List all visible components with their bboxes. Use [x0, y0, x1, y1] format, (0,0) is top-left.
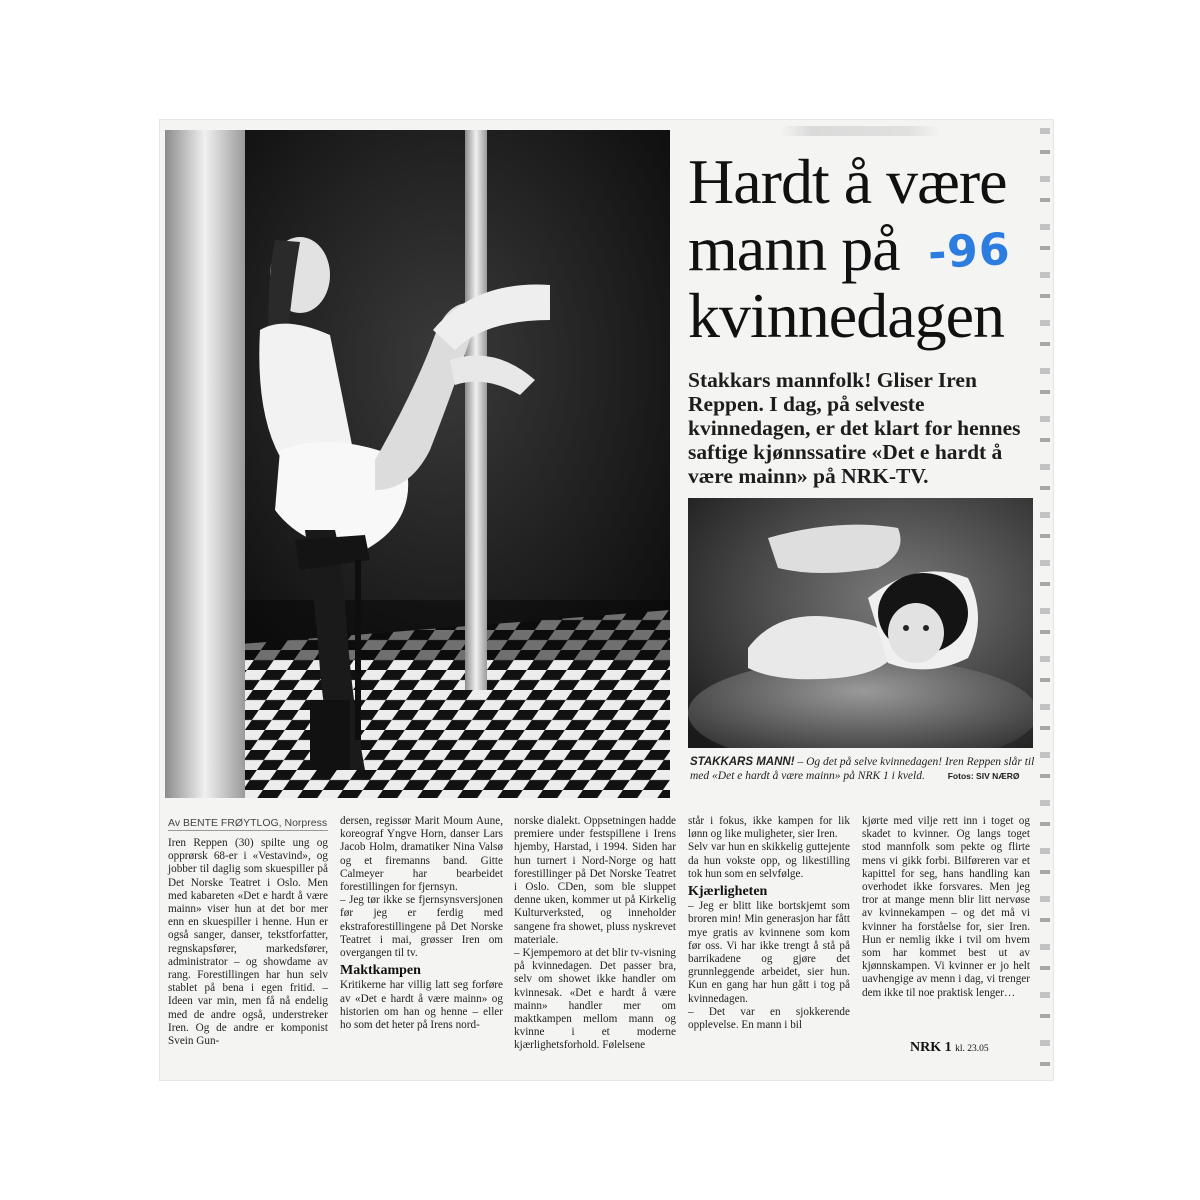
body-column-1 [168, 837, 328, 1048]
column-4-paragraph-1: står i fokus, ikke kampen for lik lønn og like muligheter, sier Iren. [688, 815, 850, 841]
column-4-paragraph-3: – Jeg er blitt like bortskjemt som broren min! Min generasjon har fått mye gratis av kvinnene som kom før oss. Vi har ikke trengt å stå på barrikadene og gjøre det grunnleggende arbeidet, sier hun. Kun en gang har hun gått i tog på kvinnedagen. [688, 900, 850, 1005]
lead-paragraph: Stakkars mannfolk! Gliser Iren Reppen. I dag, på selveste kvinnedagen, er det klart for hennes saftige kjønnssatire «Det e hardt å være mainn» på NRK-TV. [688, 368, 1021, 488]
byline: Av BENTE FRØYTLOG, Norpress [168, 817, 328, 829]
scan-top-mark [780, 126, 940, 136]
column-4-paragraph-2: Selv var hun en skikkelig guttejente da hun vokste opp, og likestilling tok hun som en selvfølge. [688, 841, 850, 880]
body-column-2 [340, 815, 503, 1032]
handwritten-year-note: -96 [926, 223, 1012, 280]
body-column-5 [862, 815, 1030, 1000]
column-5-text: kjørte med vilje rett inn i toget og skadet to kvinner. Og langs toget stod mannfolk som pekte og flirte mens vi gikk forbi. Bilføreren var et kapittel for seg, hans handling kan overhodet ikke forsvares. Men jeg tror at mange menn blir litt nervøse av kvinnekampen – og det må vi kvinner ha forståelse for, sier Iren. Hun er nemlig ikke i tvil om hvem som har kommet best ut av kjønnskampen. Vi kvinner er jo helt uavhengige av menn i dag, vi trenger dem ikke til noe praktisk lenger… [862, 815, 1030, 999]
body-column-4 [688, 815, 850, 1032]
main-photo [165, 130, 670, 798]
photo-caption [690, 755, 1035, 783]
column-2-paragraph-2: – Jeg tør ikke se fjernsynsversjonen før jeg er ferdig med ekstraforestillingene på Det Norske Teatret i mai, grøsser Iren om overgangen til tv. [340, 894, 503, 960]
subheading-maktkampen: Maktkampen [340, 963, 421, 979]
column-4-paragraph-4: – Det var en sjokkerende opplevelse. En mann i bil [688, 1005, 850, 1032]
caption-bold-lead: STAKKARS MANN! [690, 756, 795, 768]
caption-text: – Og det på selve kvinnedagen! Iren Reppen slår til med «Det e hardt å være mainn» på NRK 1 i kveld. [690, 756, 1035, 782]
column-2-paragraph-3: Kritikerne har villig latt seg forføre av «Det e hardt å være mainn» og historien om han og henne – eller ho som det heter på Irens nord- [340, 979, 503, 1032]
secondary-photo [688, 498, 1033, 748]
headline: Hardt å være mann på kvinnedagen [688, 146, 1007, 351]
broadcast-time: kl. 23.05 [955, 1044, 989, 1054]
scan-edge-marks [1040, 128, 1050, 1068]
column-1-text: Iren Reppen (30) spilte ung og opprørsk 68-er i «Vestavind», og jobber til daglig som skuespiller på Det Norske Teatret i Oslo. Men med kabareten «Det e hardt å være mainn» viser hun at det bor mer enn en skuespiller i henne. Hun er også sanger, danser, tekstforfatter, regnskapsfører, markedsfører, administrator – og showdame av rang. Forestillingen har hun selv stablet på bena i egen fritid. – Ideen var min, men få nå endelig med de andre også, understreker Iren. Og de andre er komponist Svein Gun- [168, 837, 328, 1048]
broadcast-info [910, 1040, 989, 1056]
subheading-kjaerligheten: Kjærligheten [688, 884, 768, 900]
column-3-paragraph-2: – Kjempemoro at det blir tv-visning på kvinnedagen. Det passer bra, selv om showet ikke handler om kvinnesak. «Det e hardt å være mainn» handler mer om maktkampen mellom mann og kvinne i et moderne kjærlighetsforhold. Følelsene [514, 947, 676, 1052]
column-3-paragraph-1: norske dialekt. Oppsetningen hadde premiere under festspillene i Irens hjemby, Harstad, i 1994. Siden har hun turnert i Nord-Norge og hatt forestillinger på Det Norske Teatret i Oslo. CDen, som ble sluppet denne uken, kommer ut på Kirkelig Kulturverksted, og inneholder sangene fra showet, pluss nyskrevet materiale. [514, 815, 676, 946]
column-2-paragraph-1: dersen, regissør Marit Moum Aune, koreograf Yngve Horn, danser Lars Jacob Holm, dramatiker Nina Valsø og et firemanns band. Gitte Calmeyer har bearbeidet forestillingen for fjernsyn. [340, 815, 503, 894]
body-column-3 [514, 815, 676, 1053]
channel-name: NRK 1 [910, 1040, 952, 1055]
photo-credit: Fotos: SIV NÆRØ [947, 771, 1020, 781]
